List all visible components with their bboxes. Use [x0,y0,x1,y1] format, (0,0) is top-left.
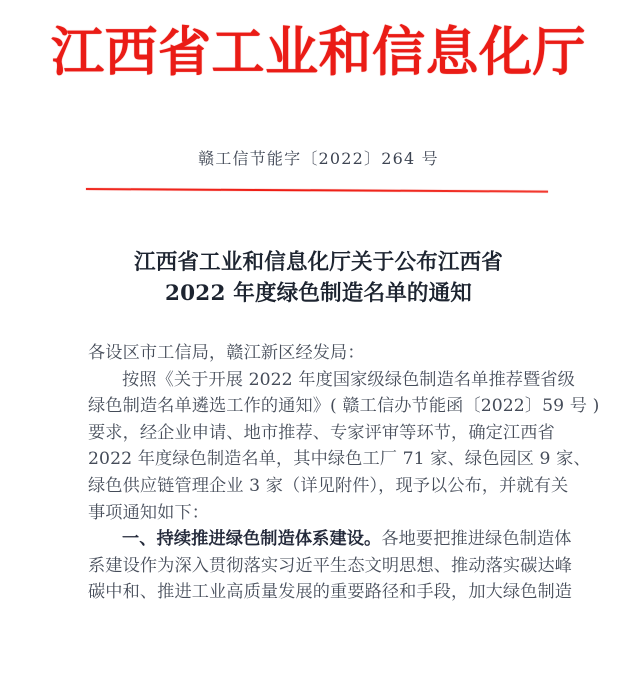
section-1-line-2: 系建设作为深入贯彻落实习近平生态文明思想、推动落实碳达峰 [88,555,573,576]
paragraph-1-line-1: 按照《关于开展 2022 年度国家级绿色制造名单推荐暨省级 [122,369,575,390]
paragraph-1-line-3: 要求，经企业申请、地市推荐、专家评审等环节，确定江西省 [88,422,555,443]
page-title-line-1: 江西省工业和信息化厅关于公布江西省 [134,250,503,275]
paragraph-1-line-6: 事项通知如下： [88,502,210,523]
section-1-line-3: 碳中和、推进工业高质量发展的重要路径和手段，加大绿色制造 [88,582,573,603]
issuing-authority-title: 江西省工业和信息化厅 [51,21,586,83]
red-separator-rule [86,188,548,193]
paragraph-1-line-2: 绿色制造名单遴选工作的通知》( 赣工信办节能函〔2022〕59 号 ) [88,396,600,417]
salutation-line: 各设区市工信局，赣江新区经发局： [88,343,365,363]
paragraph-1-line-4: 2022 年度绿色制造名单，其中绿色工厂 71 家、绿色园区 9 家、 [88,449,591,470]
section-1-line-1-continuation: 各地要把推进绿色制造体 [381,529,572,550]
page-title [60,247,577,309]
masthead-banner [0,22,637,82]
document-body [88,340,600,606]
section-1-heading: 一、持续推进绿色制造体系建设。 [122,529,382,550]
document-number: 赣工信节能字〔2022〕264 号 [198,149,439,168]
page-title-line-2: 2022 年度绿色制造名单的通知 [164,281,473,306]
paragraph-1-line-5: 绿色供应链管理企业 3 家（详见附件），现予以公布，并就有关 [88,475,569,496]
section-1-line-1 [88,526,572,553]
